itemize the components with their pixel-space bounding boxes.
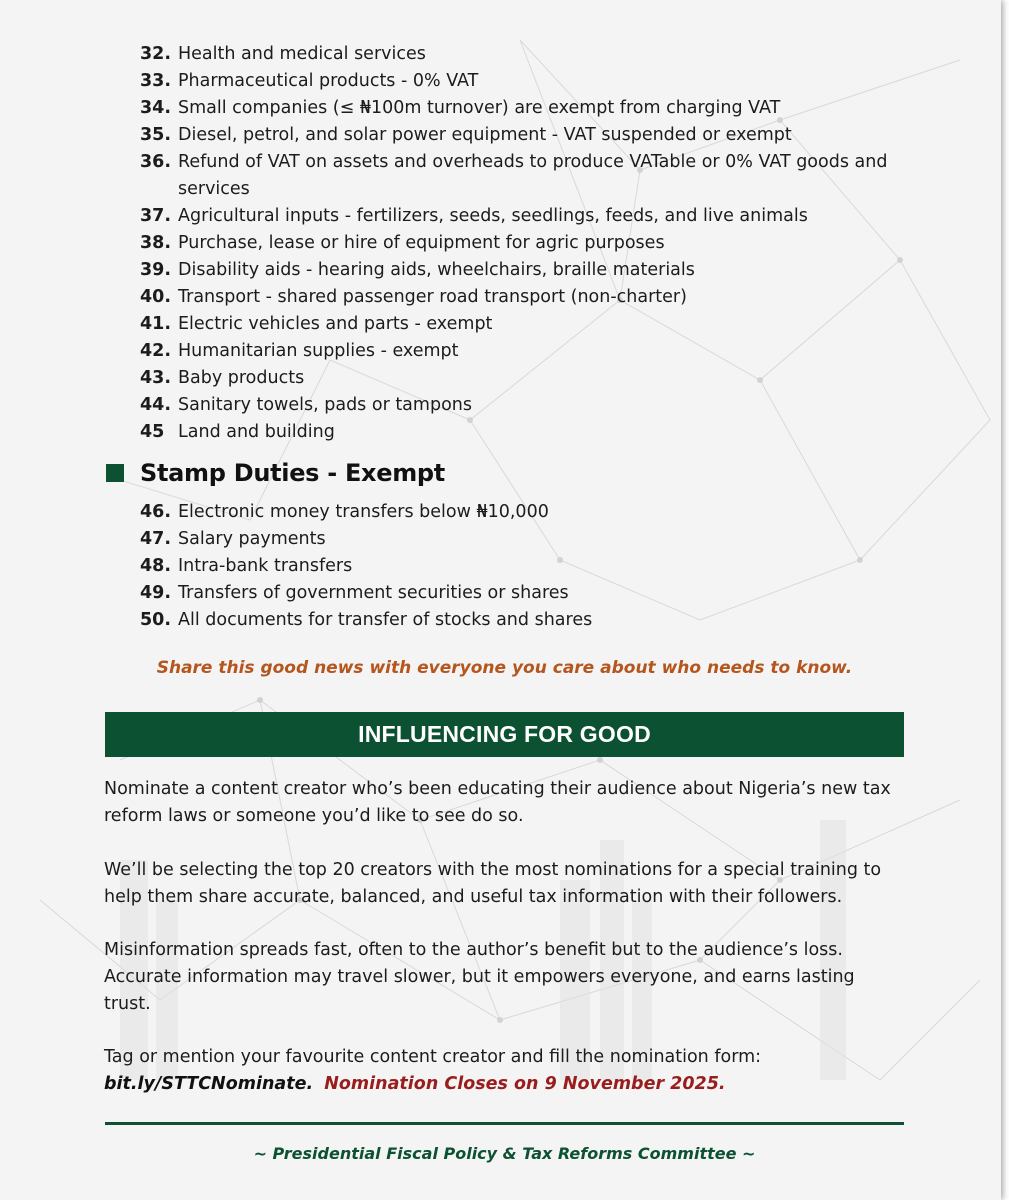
nomination-deadline: Nomination Closes on 9 November 2025.: [324, 1074, 726, 1094]
list-item: [140, 203, 898, 230]
item-number: 50.: [140, 610, 172, 630]
item-number: 42.: [140, 341, 172, 361]
item-text: All documents for transfer of stocks and shares: [178, 610, 593, 630]
item-text: Land and building: [178, 422, 335, 442]
item-number: 45: [140, 422, 165, 442]
item-text: Salary payments: [178, 529, 326, 549]
list-item: [140, 499, 898, 526]
influencing-banner: [105, 712, 904, 757]
paragraph-nominate: Nominate a content creator who’s been educating their audience about Nigeria’s new tax reform laws or someone you’d like to see do so.: [104, 779, 891, 826]
item-number: 33.: [140, 71, 172, 91]
list-item: [140, 95, 898, 122]
list-item: [140, 580, 898, 607]
stamp-duties-heading: [106, 459, 445, 487]
item-number: 40.: [140, 287, 172, 307]
footer-divider: [105, 1122, 904, 1125]
list-item: [140, 392, 898, 419]
list-item: [140, 284, 898, 311]
item-text: Disability aids - hearing aids, wheelchairs, braille materials: [178, 260, 695, 280]
item-number: 44.: [140, 395, 172, 415]
item-number: 39.: [140, 260, 172, 280]
nomination-link[interactable]: bit.ly/STTCNominate.: [104, 1074, 314, 1094]
item-number: 36.: [140, 152, 172, 172]
list-item: [140, 338, 898, 365]
item-text: Transfers of government securities or shares: [178, 583, 569, 603]
list-item: [140, 526, 898, 553]
list-item: [140, 230, 898, 257]
item-text: Transport - shared passenger road transport (non-charter): [178, 287, 687, 307]
list-item: [140, 122, 898, 149]
item-number: 35.: [140, 125, 172, 145]
paragraph-nomination-call: [104, 1044, 904, 1098]
item-number: 34.: [140, 98, 172, 118]
banner-title: INFLUENCING FOR GOOD: [358, 721, 651, 747]
item-number: 32.: [140, 44, 172, 64]
item-text: Baby products: [178, 368, 305, 388]
list-item: [140, 365, 898, 392]
list-item: [140, 419, 898, 446]
item-number: 41.: [140, 314, 172, 334]
nomination-lead-text: Tag or mention your favourite content creator and fill the nomination form:: [104, 1047, 762, 1067]
paragraph-selection: We’ll be selecting the top 20 creators with the most nominations for a special training to help them share accurate, balanced, and useful tax information with their followers.: [104, 860, 882, 907]
list-item: [140, 553, 898, 580]
section-title: Stamp Duties - Exempt: [140, 459, 445, 487]
item-text: Sanitary towels, pads or tampons: [178, 395, 472, 415]
item-text: Intra-bank transfers: [178, 556, 353, 576]
item-number: 47.: [140, 529, 172, 549]
item-number: 49.: [140, 583, 172, 603]
square-bullet-icon: [106, 464, 124, 482]
item-text: Electric vehicles and parts - exempt: [178, 314, 493, 334]
item-text: Refund of VAT on assets and overheads to produce VATable or 0% VAT goods and services: [178, 152, 888, 199]
list-item: [140, 68, 898, 95]
share-message: Share this good news with everyone you care about who needs to know.: [156, 658, 853, 678]
item-text: Purchase, lease or hire of equipment for agric purposes: [178, 233, 665, 253]
vat-exemptions-list: [140, 41, 898, 446]
item-text: Small companies (≤ ₦100m turnover) are exempt from charging VAT: [178, 98, 781, 118]
footer-signature: ~ Presidential Fiscal Policy & Tax Reforms Committee ~: [253, 1144, 756, 1163]
item-text: Agricultural inputs - fertilizers, seeds, seedlings, feeds, and live animals: [178, 206, 808, 226]
item-number: 37.: [140, 206, 172, 226]
paragraph-misinformation: Misinformation spreads fast, often to the author’s benefit but to the audience’s loss. Accurate information may travel slower, but it empowers everyone, and earns lasting trust.: [104, 940, 855, 1014]
list-item: [140, 311, 898, 338]
item-text: Humanitarian supplies - exempt: [178, 341, 459, 361]
item-number: 48.: [140, 556, 172, 576]
item-text: Diesel, petrol, and solar power equipment - VAT suspended or exempt: [178, 125, 792, 145]
item-number: 38.: [140, 233, 172, 253]
list-item: [140, 607, 898, 634]
list-item: [140, 41, 898, 68]
item-text: Health and medical services: [178, 44, 426, 64]
item-number: 46.: [140, 502, 172, 522]
item-number: 43.: [140, 368, 172, 388]
list-item: [140, 257, 898, 284]
item-text: Electronic money transfers below ₦10,000: [178, 502, 549, 522]
stamp-duties-list: [140, 499, 898, 634]
list-item: [140, 149, 898, 203]
item-text: Pharmaceutical products - 0% VAT: [178, 71, 479, 91]
